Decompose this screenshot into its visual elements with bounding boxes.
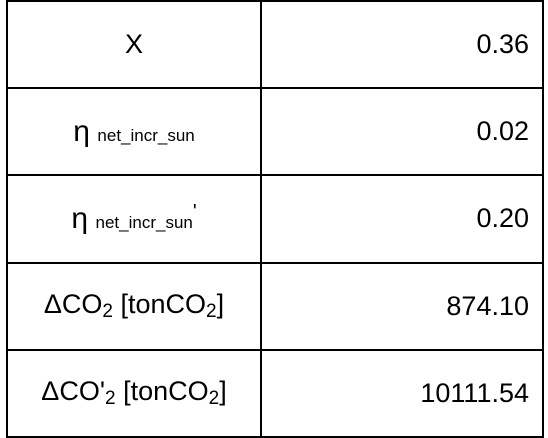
co2-subscript: 2 — [102, 301, 113, 323]
eta-subscript: net_incr_sun — [97, 125, 195, 145]
row-value-eta-net-incr-sun: 0.02 — [261, 88, 543, 175]
unit-subscript: 2 — [206, 301, 217, 323]
results-table-container — [6, 0, 542, 438]
row-label-delta-co2-prime — [7, 350, 261, 437]
row-label-eta-net-incr-sun — [7, 88, 261, 175]
table-row — [7, 175, 543, 262]
row-label-delta-co2 — [7, 263, 261, 350]
results-table — [6, 0, 544, 438]
unit-close: ] — [219, 376, 227, 407]
unit-subscript: 2 — [208, 388, 220, 410]
table-row — [7, 350, 543, 437]
co2-subscript: 2 — [104, 388, 116, 410]
eta-symbol: η — [71, 202, 88, 236]
table-row — [7, 263, 543, 350]
unit-open: [tonCO — [115, 376, 209, 407]
table-row — [7, 1, 543, 88]
row-value-x: 0.36 — [261, 1, 543, 88]
table-row — [7, 88, 543, 175]
unit-open: [tonCO — [112, 289, 207, 320]
prime-mark: ' — [192, 201, 197, 224]
label-text: X — [124, 29, 143, 60]
unit-close: ] — [216, 289, 225, 320]
row-value-delta-co2: 874.10 — [261, 263, 543, 350]
eta-subscript: net_incr_sun — [95, 213, 193, 233]
row-value-delta-co2-prime: 10111.54 — [261, 350, 543, 437]
eta-symbol: η — [73, 114, 90, 148]
delta-co-prefix: ΔCO — [43, 289, 103, 320]
row-label-x — [7, 1, 261, 88]
delta-co-prime-prefix: ΔCO' — [41, 376, 105, 407]
row-value-eta-net-incr-sun-prime: 0.20 — [261, 175, 543, 262]
row-label-eta-net-incr-sun-prime — [7, 175, 261, 262]
